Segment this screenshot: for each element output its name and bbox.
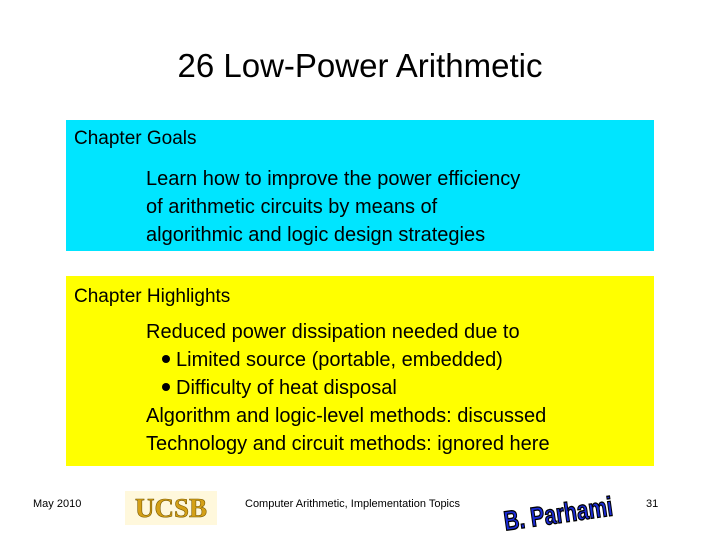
chapter-goals-text: [146, 165, 520, 249]
highlights-line: Technology and circuit methods: ignored here: [146, 433, 550, 455]
bullet-icon: [162, 383, 170, 391]
bullet-text: Difficulty of heat disposal: [176, 377, 397, 399]
goals-line: of arithmetic circuits by means of: [146, 196, 438, 218]
chapter-goals-heading: Chapter Goals: [74, 128, 197, 149]
highlights-bullet-item: [146, 346, 550, 374]
signature-text: B. Parhami: [501, 491, 615, 538]
highlights-intro: Reduced power dissipation needed due to: [146, 321, 520, 343]
highlights-line: Algorithm and logic-level methods: discussed: [146, 405, 547, 427]
goals-line: algorithmic and logic design strategies: [146, 224, 486, 246]
author-signature-logo: [501, 484, 615, 538]
chapter-highlights-text: [146, 318, 550, 458]
ucsb-logo-text: UCSB: [134, 493, 208, 523]
chapter-goals-box: [66, 120, 654, 251]
chapter-highlights-box: [66, 276, 654, 466]
footer-date: May 2010: [33, 498, 82, 510]
highlights-bullet-item: [146, 374, 550, 402]
goals-line: Learn how to improve the power efficiency: [146, 168, 521, 190]
bullet-text: Limited source (portable, embedded): [176, 349, 503, 371]
slide-title: 26 Low-Power Arithmetic: [177, 47, 543, 84]
bullet-icon: [162, 355, 170, 363]
chapter-highlights-heading: Chapter Highlights: [74, 286, 231, 307]
footer-course-title: Computer Arithmetic, Implementation Topics: [245, 498, 460, 510]
page-number: 31: [646, 498, 659, 510]
ucsb-logo: [125, 491, 217, 525]
